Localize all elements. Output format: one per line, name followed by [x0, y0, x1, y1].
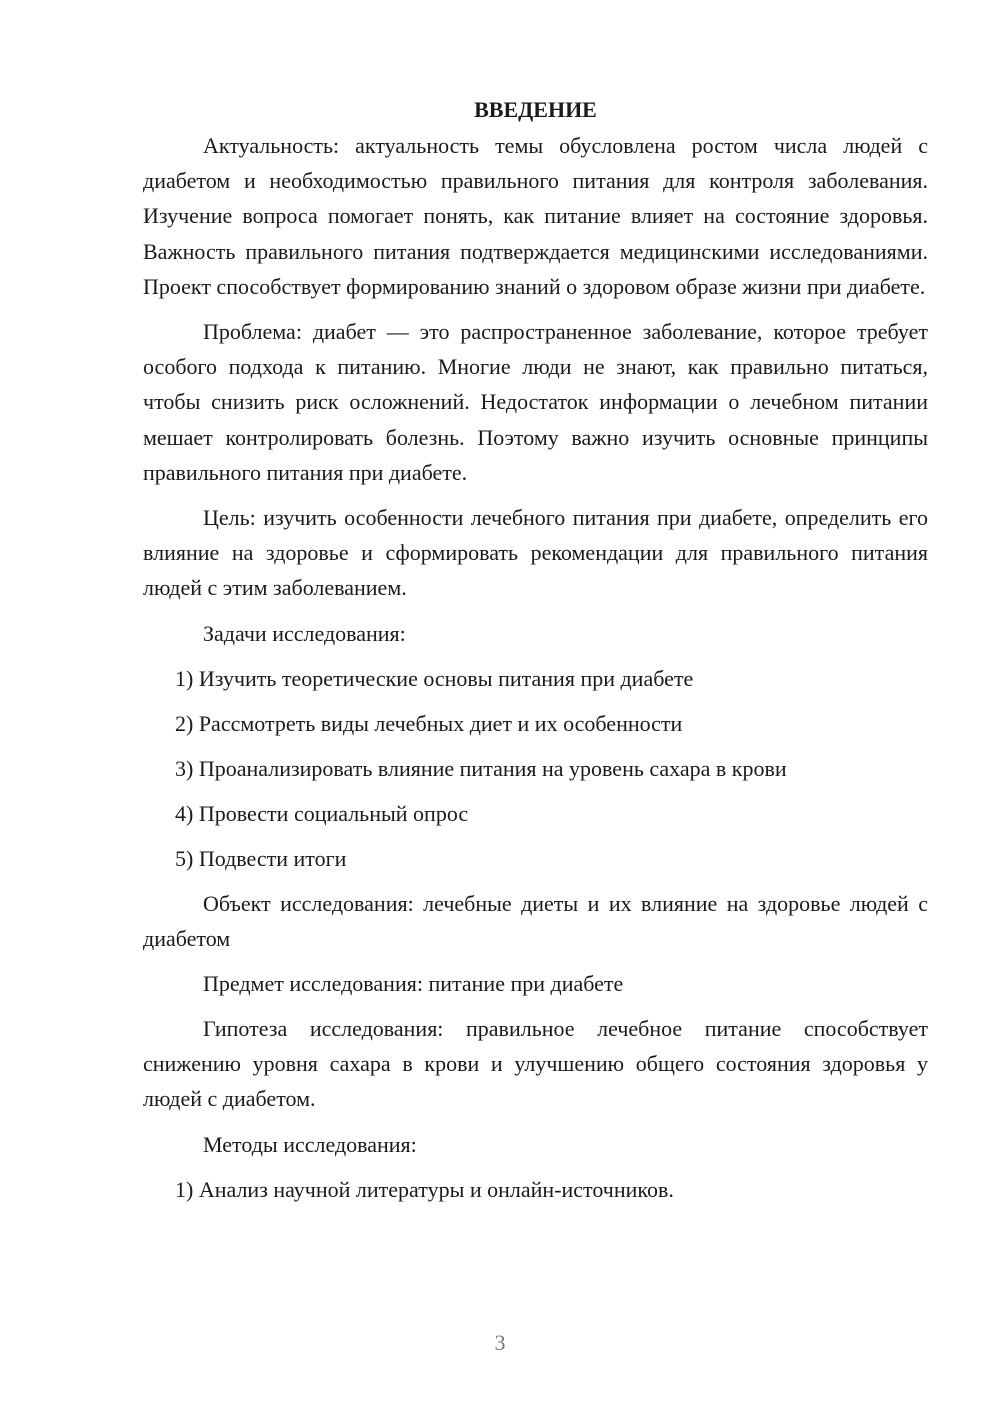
- page-number: 3: [494, 1330, 506, 1355]
- goal-paragraph: Цель: изучить особенности лечебного питания при диабете, определить его влияние на здоровье и сформировать рекомендации для правильного питания людей с этим заболеванием.: [143, 505, 928, 601]
- problem-paragraph: Проблема: диабет — это распространенное заболевание, которое требует особого подхода к питанию. Многие люди не знают, как правильно питаться, чтобы снизить риск осложнений. Недостаток информации о лечебном питании мешает контролировать болезнь. Поэтому важно изучить основные принципы правильного питания при диабете.: [143, 319, 928, 485]
- task-item: 5) Подвести итоги: [175, 845, 347, 871]
- task-item: 3) Проанализировать влияние питания на уровень сахара в крови: [175, 755, 787, 781]
- document-page: [143, 92, 928, 1217]
- task-item: 2) Рассмотреть виды лечебных диет и их особенности: [175, 710, 683, 736]
- task-item: 4) Провести социальный опрос: [175, 800, 469, 826]
- object-paragraph: Объект исследования: лечебные диеты и их влияние на здоровье людей с диабетом: [143, 890, 928, 951]
- method-item: 1) Анализ научной литературы и онлайн-источников.: [175, 1176, 674, 1202]
- methods-heading: Методы исследования:: [203, 1131, 417, 1157]
- hypothesis-paragraph: Гипотеза исследования: правильное лечебное питание способствует снижению уровня сахара в крови и улучшению общего состояния здоровья у людей с диабетом.: [143, 1016, 928, 1112]
- page-title: ВВЕДЕНИЕ: [474, 97, 597, 122]
- task-item: 1) Изучить теоретические основы питания при диабете: [175, 665, 694, 691]
- subject-paragraph: Предмет исследования: питание при диабете: [203, 971, 624, 997]
- relevance-paragraph: Актуальность: актуальность темы обусловлена ростом числа людей с диабетом и необходимостью правильного питания для контроля заболевания. Изучение вопроса помогает понять, как питание влияет на состояние здоровья. Важность правильного питания подтверждается медицинскими исследованиями. Проект способствует формированию знаний о здоровом образе жизни при диабете.: [143, 133, 928, 299]
- tasks-heading: Задачи исследования:: [203, 620, 406, 646]
